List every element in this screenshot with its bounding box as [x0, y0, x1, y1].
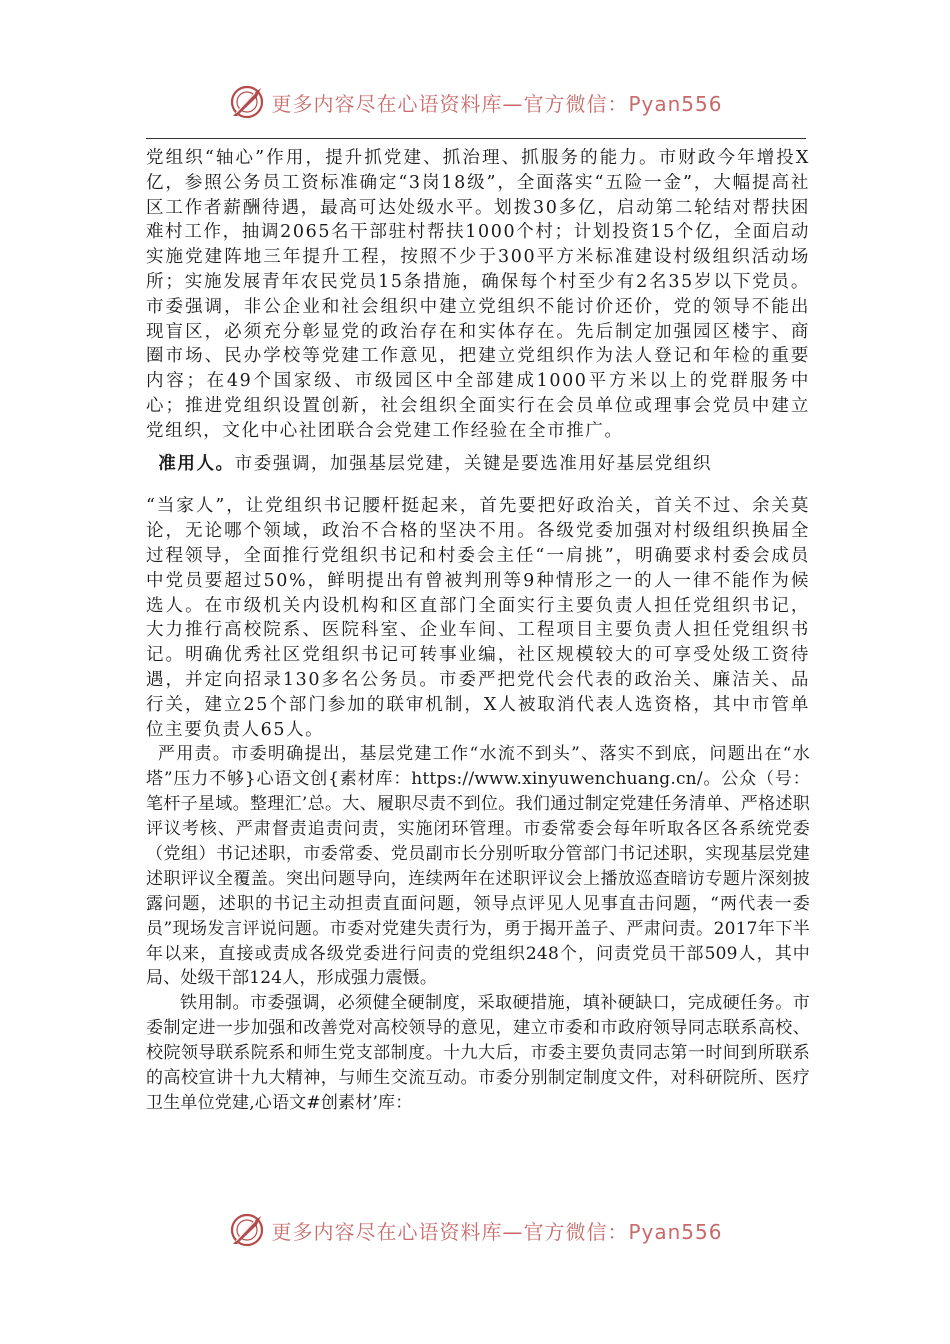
section-heading-select-people: 准用人。	[158, 453, 235, 474]
paragraph-iron-system: 铁用制。市委强调，必须健全硬制度，采取硬措施，填补硬缺口，完成硬任务。市委制定进一步加强和改善党对高校领导的意见，建立市委和市政府领导同志联系高校、校院领导联系院系和师生党支部制度。十九大后，市委主要负责同志第一时间到所联系的高校宣讲十九大精神，与师生交流互动。市委分别制定制度文件，对科研院所、医疗卫生单位党建,心语文#创素材’库：	[146, 993, 810, 1114]
quill-logo-icon	[227, 82, 267, 122]
header-watermark-text: 更多内容尽在心语资料库—官方微信：Pyan556	[271, 91, 723, 116]
footer-watermark-text: 更多内容尽在心语资料库—官方微信：Pyan556	[271, 1219, 723, 1244]
paragraph-party-core: 党组织“轴心”作用，提升抓党建、抓治理、抓服务的能力。市财政今年增投X亿，参照公务员工资标准确定“3岗18级”，全面落实“五险一金”，大幅提高社区工作者薪酬待遇，最高可达处级水平。划拨30多亿，启动第二轮结对帮扶困难村工作，抽调2065名干部驻村帮扶1000个村；计划投资15个亿，全面启动实施党建阵地三年提升工程，按照不少于300平方米标准建设村级组织活动场所；实施发展青年农民党员15条措施，确保每个村至少有2名35岁以下党员。市委强调，非公企业和社会组织中建立党组织不能讨价还价，党的领导不能出现盲区，必须充分彰显党的政治存在和实体存在。先后制定加强园区楼宇、商圈市场、民办学校等党建工作意见，把建立党组织作为法人登记和年检的重要内容；在49个国家级、市级园区中全部建成1000平方米以上的党群服务中心；推进党组织设置创新，社会组织全面实行在会员单位或理事会党员中建立党组织，文化中心社团联合会党建工作经验在全市推广。	[146, 148, 810, 441]
paragraph-strict-responsibility: 严用责。市委明确提出，基层党建工作“水流不到头”、落实不到底，问题出在“水塔”压力不够}心语文创{素材库：https://www.xinyuwenchuang.cn/。公众（号：笔杆子星域。整理汇’总。大、履职尽责不到位。我们通过制定党建任务清单、严格述职评议考核、严肃督责追责问责，实施闭环管理。市委常委会每年听取各区各系统党委（党组）书记述职，市委常委、党员副市长分别听取分管部门书记述职，实现基层党建述职评议全覆盖。突出问题导向，连续两年在述职评议会上播放巡查暗访专题片深刻披露问题，述职的书记主动担责直面问题，领导点评见人见事直击问题，“两代表一委员”现场发言评说问题。市委对党建失责行为，勇于揭开盖子、严肃问责。2017年下半年以来，直接或责成各级党委进行问责的党组织248个，问责党员干部509人，其中局、处级干部124人，形成强力震慑。	[146, 744, 810, 989]
document-body	[146, 146, 810, 1116]
header-watermark-banner	[0, 80, 950, 124]
quill-logo-icon	[227, 1210, 267, 1250]
paragraph-select-people-lead	[146, 452, 810, 477]
section-intro-text: 市委强调，加强基层党建，关键是要选准用好基层党组织	[234, 453, 713, 474]
paragraph-select-people-body: “当家人”，让党组织书记腰杆挺起来，首先要把好政治关，首关不过、余关莫论，无论哪个领域，政治不合格的坚决不用。各级党委加强对村级组织换届全过程领导，全面推行党组织书记和村委会主任“一肩挑”，明确要求村委会成员中党员要超过50%，鲜明提出有曾被判刑等9种情形之一的人一律不能作为候选人。在市级机关内设机构和区直部门全面实行主要负责人担任党组织书记，大力推行高校院系、医院科室、企业车间、工程项目主要负责人担任党组织书记。明确优秀社区党组织书记可转事业编，社区规模较大的可享受处级工资待遇，并定向招录130多名公务员。市委严把党代会代表的政治关、廉洁关、品行关，建立25个部门参加的联审机制，X人被取消代表人选资格，其中市管单位主要负责人65人。	[146, 496, 810, 740]
footer-watermark-banner	[0, 1208, 950, 1252]
header-divider	[146, 138, 806, 139]
